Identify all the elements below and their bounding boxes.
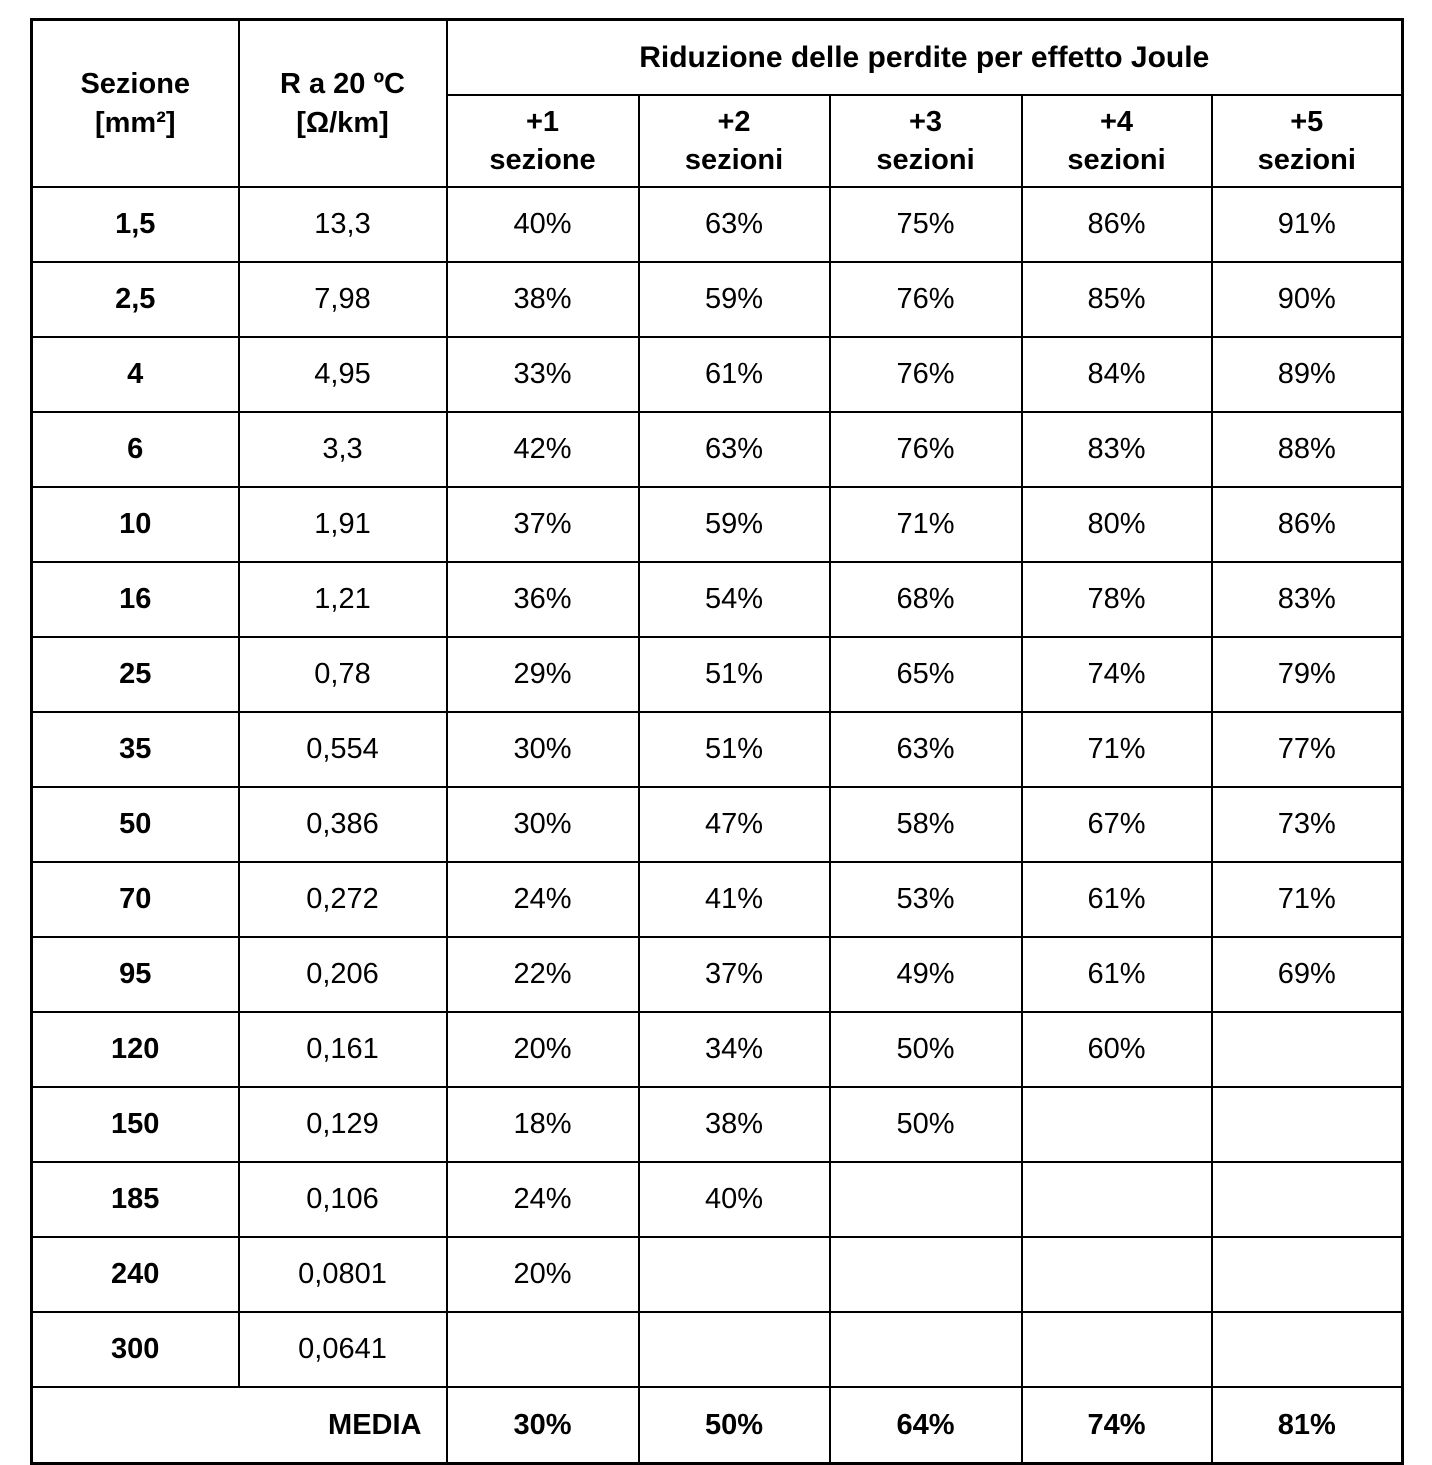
riduzione-plus2-cell: 61% <box>639 337 830 412</box>
sezione-cell: 10 <box>32 487 239 562</box>
riduzione-plus1-cell: 38% <box>447 262 639 337</box>
riduzione-plus4-cell: 83% <box>1022 412 1212 487</box>
header-plus2-word: sezioni <box>684 144 784 176</box>
riduzione-plus4-cell: 86% <box>1022 187 1212 262</box>
resistenza-cell: 0,554 <box>239 712 447 787</box>
riduzione-plus1-cell: 36% <box>447 562 639 637</box>
sezione-cell: 120 <box>32 1012 239 1087</box>
table-row <box>32 1162 1403 1237</box>
riduzione-plus2-cell: 34% <box>639 1012 830 1087</box>
resistenza-cell: 0,106 <box>239 1162 447 1237</box>
riduzione-plus2-cell: 63% <box>639 412 830 487</box>
table-row <box>32 712 1403 787</box>
riduzione-plus4-cell: 80% <box>1022 487 1212 562</box>
riduzione-plus4-cell: 84% <box>1022 337 1212 412</box>
riduzione-plus2-cell: 47% <box>639 787 830 862</box>
riduzione-plus4-cell: 85% <box>1022 262 1212 337</box>
riduzione-plus3-cell: 58% <box>830 787 1022 862</box>
sezione-cell: 25 <box>32 637 239 712</box>
riduzione-plus3-cell <box>830 1312 1022 1387</box>
riduzione-plus4-cell: 74% <box>1022 637 1212 712</box>
header-plus2 <box>639 95 830 187</box>
table-row <box>32 337 1403 412</box>
riduzione-plus1-cell: 24% <box>447 1162 639 1237</box>
table-row <box>32 637 1403 712</box>
riduzione-plus1-cell: 22% <box>447 937 639 1012</box>
sezione-cell: 300 <box>32 1312 239 1387</box>
header-plus5-word: sezioni <box>1257 144 1356 176</box>
joule-loss-reduction-table <box>30 18 1404 1465</box>
sezione-cell: 35 <box>32 712 239 787</box>
riduzione-plus3-cell: 65% <box>830 637 1022 712</box>
riduzione-plus1-cell: 30% <box>447 712 639 787</box>
riduzione-plus3-cell: 76% <box>830 412 1022 487</box>
resistenza-cell: 0,0641 <box>239 1312 447 1387</box>
riduzione-plus5-cell <box>1212 1087 1403 1162</box>
media-value-plus3: 64% <box>830 1387 1022 1464</box>
table-row <box>32 1012 1403 1087</box>
riduzione-plus1-cell: 42% <box>447 412 639 487</box>
media-label: MEDIA <box>32 1387 447 1464</box>
riduzione-plus4-cell: 61% <box>1022 862 1212 937</box>
table-row <box>32 187 1403 262</box>
riduzione-plus3-cell <box>830 1162 1022 1237</box>
riduzione-plus2-cell: 59% <box>639 262 830 337</box>
riduzione-plus2-cell: 54% <box>639 562 830 637</box>
header-sezione-label: Sezione <box>80 68 191 101</box>
resistenza-cell: 0,129 <box>239 1087 447 1162</box>
header-resistenza-label: R a 20 ºC <box>279 68 406 101</box>
riduzione-plus5-cell: 79% <box>1212 637 1403 712</box>
riduzione-plus4-cell: 71% <box>1022 712 1212 787</box>
media-value-plus5: 81% <box>1212 1387 1403 1464</box>
riduzione-plus3-cell: 49% <box>830 937 1022 1012</box>
resistenza-cell: 1,91 <box>239 487 447 562</box>
header-plus2-num: +2 <box>717 105 751 138</box>
riduzione-plus2-cell: 40% <box>639 1162 830 1237</box>
riduzione-plus3-cell <box>830 1237 1022 1312</box>
resistenza-cell: 0,206 <box>239 937 447 1012</box>
riduzione-plus5-cell: 77% <box>1212 712 1403 787</box>
sezione-cell: 16 <box>32 562 239 637</box>
table-row <box>32 1237 1403 1312</box>
riduzione-plus5-cell: 89% <box>1212 337 1403 412</box>
riduzione-plus5-cell: 91% <box>1212 187 1403 262</box>
riduzione-plus1-cell: 20% <box>447 1237 639 1312</box>
header-plus3 <box>830 95 1022 187</box>
sezione-cell: 6 <box>32 412 239 487</box>
riduzione-plus3-cell: 76% <box>830 337 1022 412</box>
header-sezione <box>32 20 239 188</box>
resistenza-cell: 0,0801 <box>239 1237 447 1312</box>
table-footer <box>32 1387 1403 1464</box>
riduzione-plus3-cell: 63% <box>830 712 1022 787</box>
resistenza-cell: 7,98 <box>239 262 447 337</box>
riduzione-plus4-cell: 60% <box>1022 1012 1212 1087</box>
riduzione-plus2-cell <box>639 1237 830 1312</box>
riduzione-plus4-cell <box>1022 1162 1212 1237</box>
header-plus5 <box>1212 95 1403 187</box>
media-value-plus1: 30% <box>447 1387 639 1464</box>
table-row <box>32 862 1403 937</box>
sezione-cell: 240 <box>32 1237 239 1312</box>
riduzione-plus2-cell: 41% <box>639 862 830 937</box>
riduzione-plus4-cell: 67% <box>1022 787 1212 862</box>
riduzione-plus5-cell: 90% <box>1212 262 1403 337</box>
riduzione-plus4-cell <box>1022 1237 1212 1312</box>
riduzione-plus2-cell: 51% <box>639 712 830 787</box>
riduzione-plus5-cell: 88% <box>1212 412 1403 487</box>
media-value-plus4: 74% <box>1022 1387 1212 1464</box>
header-plus3-num: +3 <box>908 105 943 138</box>
riduzione-plus3-cell: 53% <box>830 862 1022 937</box>
riduzione-plus3-cell: 68% <box>830 562 1022 637</box>
header-plus1-num: +1 <box>525 105 560 138</box>
media-value-plus2: 50% <box>639 1387 830 1464</box>
riduzione-plus5-cell <box>1212 1312 1403 1387</box>
header-resistenza <box>239 20 447 188</box>
header-plus4-word: sezioni <box>1067 144 1166 176</box>
table-row <box>32 937 1403 1012</box>
header-plus5-num: +5 <box>1290 105 1324 138</box>
resistenza-cell: 0,161 <box>239 1012 447 1087</box>
sezione-cell: 95 <box>32 937 239 1012</box>
riduzione-plus5-cell: 69% <box>1212 937 1403 1012</box>
resistenza-cell: 0,78 <box>239 637 447 712</box>
riduzione-plus2-cell: 38% <box>639 1087 830 1162</box>
riduzione-plus1-cell: 40% <box>447 187 639 262</box>
riduzione-plus2-cell: 51% <box>639 637 830 712</box>
riduzione-plus2-cell: 37% <box>639 937 830 1012</box>
table-row <box>32 487 1403 562</box>
resistenza-cell: 4,95 <box>239 337 447 412</box>
riduzione-plus1-cell: 29% <box>447 637 639 712</box>
riduzione-plus1-cell: 30% <box>447 787 639 862</box>
riduzione-plus5-cell: 73% <box>1212 787 1403 862</box>
riduzione-plus1-cell: 18% <box>447 1087 639 1162</box>
table-row <box>32 787 1403 862</box>
riduzione-plus5-cell <box>1212 1237 1403 1312</box>
riduzione-plus4-cell: 78% <box>1022 562 1212 637</box>
resistenza-cell: 1,21 <box>239 562 447 637</box>
riduzione-plus1-cell: 37% <box>447 487 639 562</box>
resistenza-cell: 3,3 <box>239 412 447 487</box>
media-row <box>32 1387 1403 1464</box>
riduzione-plus5-cell <box>1212 1012 1403 1087</box>
header-plus3-word: sezioni <box>876 144 975 176</box>
sezione-cell: 4 <box>32 337 239 412</box>
resistenza-cell: 0,272 <box>239 862 447 937</box>
riduzione-plus1-cell: 33% <box>447 337 639 412</box>
header-sezione-unit: [mm²] <box>94 106 176 139</box>
riduzione-plus5-cell: 83% <box>1212 562 1403 637</box>
table-row <box>32 1312 1403 1387</box>
riduzione-plus1-cell: 20% <box>447 1012 639 1087</box>
riduzione-plus5-cell <box>1212 1162 1403 1237</box>
table-row <box>32 562 1403 637</box>
sezione-cell: 150 <box>32 1087 239 1162</box>
header-resistenza-unit: [Ω/km] <box>296 106 389 139</box>
riduzione-plus4-cell <box>1022 1087 1212 1162</box>
header-plus1 <box>447 95 639 187</box>
riduzione-plus3-cell: 75% <box>830 187 1022 262</box>
riduzione-plus3-cell: 50% <box>830 1012 1022 1087</box>
riduzione-plus2-cell: 59% <box>639 487 830 562</box>
riduzione-plus3-cell: 50% <box>830 1087 1022 1162</box>
sezione-cell: 185 <box>32 1162 239 1237</box>
table-header <box>32 20 1403 188</box>
riduzione-plus3-cell: 71% <box>830 487 1022 562</box>
resistenza-cell: 13,3 <box>239 187 447 262</box>
riduzione-plus1-cell: 24% <box>447 862 639 937</box>
riduzione-plus5-cell: 71% <box>1212 862 1403 937</box>
table-body <box>32 187 1403 1387</box>
riduzione-plus5-cell: 86% <box>1212 487 1403 562</box>
riduzione-plus2-cell: 63% <box>639 187 830 262</box>
header-plus4 <box>1022 95 1212 187</box>
header-plus4-num: +4 <box>1099 105 1134 138</box>
riduzione-plus4-cell: 61% <box>1022 937 1212 1012</box>
table-row <box>32 1087 1403 1162</box>
riduzione-plus2-cell <box>639 1312 830 1387</box>
riduzione-plus4-cell <box>1022 1312 1212 1387</box>
table-row <box>32 412 1403 487</box>
riduzione-plus1-cell <box>447 1312 639 1387</box>
sezione-cell: 70 <box>32 862 239 937</box>
riduzione-plus3-cell: 76% <box>830 262 1022 337</box>
header-riduzione-title: Riduzione delle perdite per effetto Joule <box>447 20 1403 96</box>
sezione-cell: 50 <box>32 787 239 862</box>
sezione-cell: 1,5 <box>32 187 239 262</box>
header-plus1-word: sezione <box>489 144 596 176</box>
table-row <box>32 262 1403 337</box>
sezione-cell: 2,5 <box>32 262 239 337</box>
resistenza-cell: 0,386 <box>239 787 447 862</box>
